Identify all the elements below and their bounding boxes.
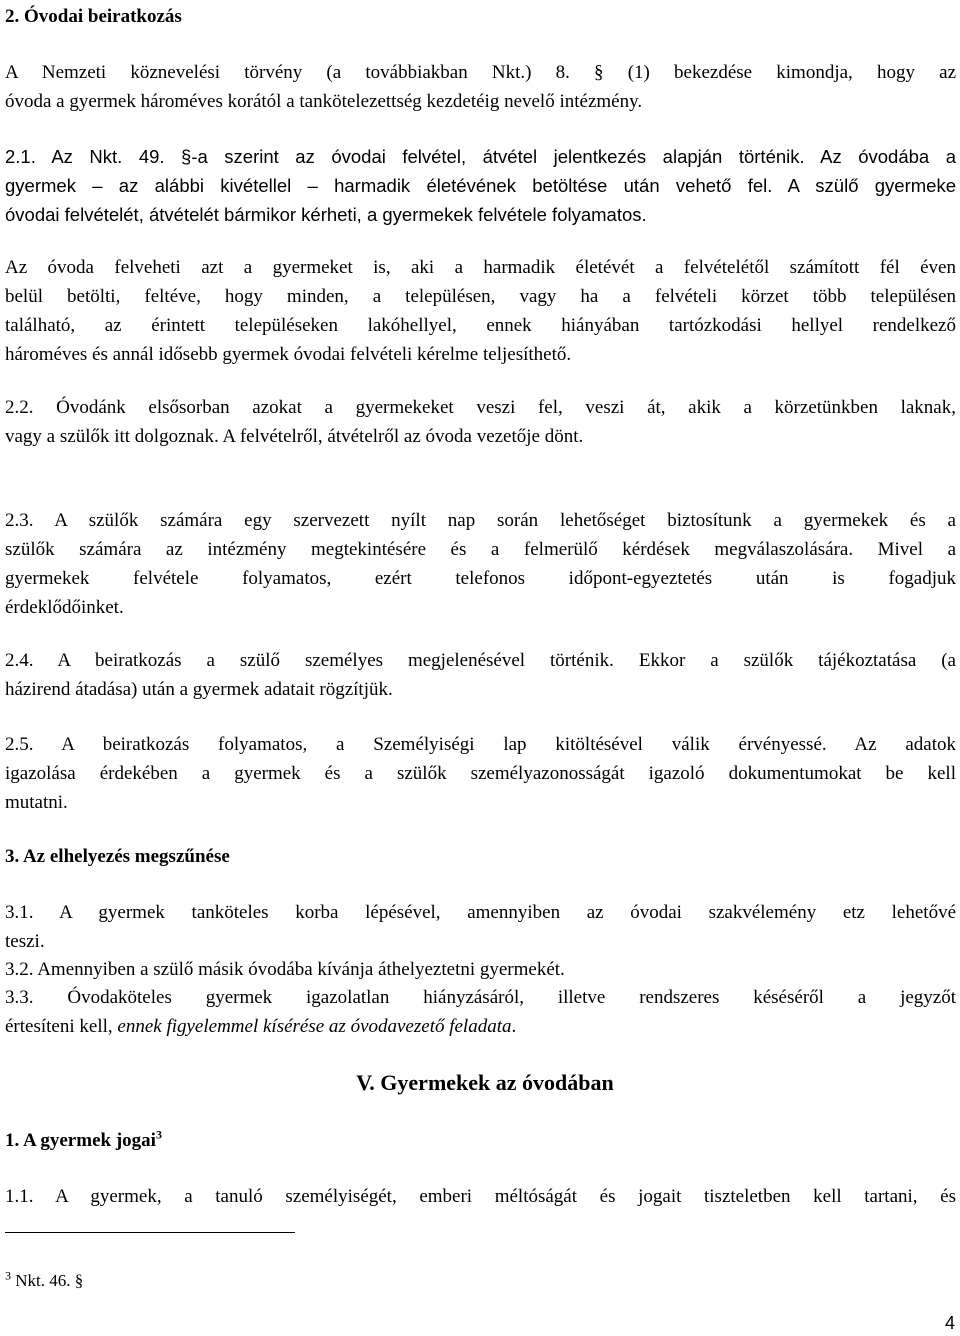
text-line: 2.1. Az Nkt. 49. §-a szerint az óvodai felvétel, átvétel jelentkezés alapján történik. Az óvodába a bbox=[5, 146, 956, 167]
chapter-title: V. Gyermekek az óvodában bbox=[356, 1070, 614, 1095]
text-line: óvoda a gyermek hároméves korától a tankötelezettség kezdetéig nevelő intézmény. bbox=[5, 91, 643, 112]
section-heading-2: 2. Óvodai beiratkozás bbox=[5, 6, 182, 27]
text-line bbox=[5, 1012, 956, 1041]
text-line: igazolása érdekében a gyermek és a szülők személyazonosságát igazoló dokumentumokat be kell bbox=[5, 763, 956, 784]
text-line: érdeklődőinket. bbox=[5, 597, 124, 618]
text-line: óvodai felvételét, átvételét bármikor kérheti, a gyermekek felvétele folyamatos. bbox=[5, 204, 647, 225]
intro-paragraph bbox=[5, 58, 956, 116]
section-heading-1 bbox=[5, 1126, 956, 1155]
text-line: vagy a szülők itt dolgoznak. A felvételről, átvételről az óvoda vezetője dönt. bbox=[5, 426, 584, 447]
footnote-text: Nkt. 46. § bbox=[11, 1271, 84, 1290]
paragraph-exception bbox=[5, 253, 956, 369]
paragraph-3-2: 3.2. Amennyiben a szülő másik óvodába kívánja áthelyeztetni gyermekét. bbox=[5, 959, 565, 980]
footnote bbox=[5, 1270, 83, 1292]
text-line: mutatni. bbox=[5, 792, 68, 813]
page-number: 4 bbox=[944, 1313, 955, 1333]
text-line: házirend átadása) után a gyermek adatait rögzítjük. bbox=[5, 679, 393, 700]
text-line: gyermek – az alábbi kivétellel – harmadik életévének betöltése után vehető fel. A szülő gyermeke bbox=[5, 175, 956, 196]
text-line: szülők számára az intézmény megtekintésére és a felmerülő kérdések megválaszolására. Mivel a bbox=[5, 539, 956, 560]
paragraph-2-4 bbox=[5, 646, 956, 704]
text-plain: értesíteni kell, bbox=[5, 1016, 118, 1037]
text-line: 2.2. Óvodánk elsősorban azokat a gyermekeket veszi fel, veszi át, akik a körzetünkben laknak, bbox=[5, 397, 956, 418]
section-heading-3: 3. Az elhelyezés megszűnése bbox=[5, 846, 230, 867]
text-line: 2.4. A beiratkozás a szülő személyes megjelenésével történik. Ekkor a szülők tájékoztatása (a bbox=[5, 650, 956, 671]
paragraph-1-1: 1.1. A gyermek, a tanuló személyiségét, emberi méltóságát és jogait tiszteletben kell tartani, és bbox=[5, 1186, 956, 1207]
text-line: A Nemzeti köznevelési törvény (a továbbiakban Nkt.) 8. § (1) bekezdése kimondja, hogy az bbox=[5, 62, 956, 83]
paragraph-2-5 bbox=[5, 730, 956, 817]
text-line: belül betölti, feltéve, hogy minden, a településen, vagy ha a felvételi körzet több településen bbox=[5, 286, 956, 307]
text-line: 2.5. A beiratkozás folyamatos, a Személyiségi lap kitöltésével válik érvényessé. Az adatok bbox=[5, 734, 956, 755]
footnote-marker: 3 bbox=[5, 1268, 11, 1283]
paragraph-3-1 bbox=[5, 898, 956, 956]
text-line: 3.3. Óvodaköteles gyermek igazolatlan hiányzásáról, illetve rendszeres késéséről a jegyzőt bbox=[5, 987, 956, 1008]
text-line: 3.1. A gyermek tanköteles korba lépésével, amennyiben az óvodai szakvélemény etz lehetővé bbox=[5, 902, 956, 923]
paragraph-2-3 bbox=[5, 506, 956, 622]
text-line: hároméves és annál idősebb gyermek óvodai felvételi kérelme teljesíthető. bbox=[5, 344, 572, 365]
paragraph-3-3 bbox=[5, 983, 956, 1041]
text-line: gyermekek felvétele folyamatos, ezért telefonos időpont-egyeztetés után is fogadjuk bbox=[5, 568, 956, 589]
footnote-reference[interactable]: 3 bbox=[155, 1127, 162, 1142]
footnote-divider bbox=[5, 1232, 295, 1233]
text-line: 2.3. A szülők számára egy szervezett nyílt nap során lehetőséget biztosítunk a gyermekek és a bbox=[5, 510, 956, 531]
text-line: található, az érintett településeken lakóhellyel, ennek hiányában tartózkodási hellyel rendelkező bbox=[5, 315, 956, 336]
heading-text: 1. A gyermek jogai bbox=[5, 1130, 156, 1151]
paragraph-2-2 bbox=[5, 393, 956, 451]
text-italic: ennek figyelemmel kísérése az óvodavezető feladata bbox=[117, 1016, 512, 1037]
text-line: teszi. bbox=[5, 931, 45, 952]
text-period: . bbox=[511, 1016, 517, 1037]
text-line: Az óvoda felveheti azt a gyermeket is, aki a harmadik életévét a felvételétől számított fél éven bbox=[5, 257, 956, 278]
paragraph-2-1 bbox=[5, 142, 956, 229]
